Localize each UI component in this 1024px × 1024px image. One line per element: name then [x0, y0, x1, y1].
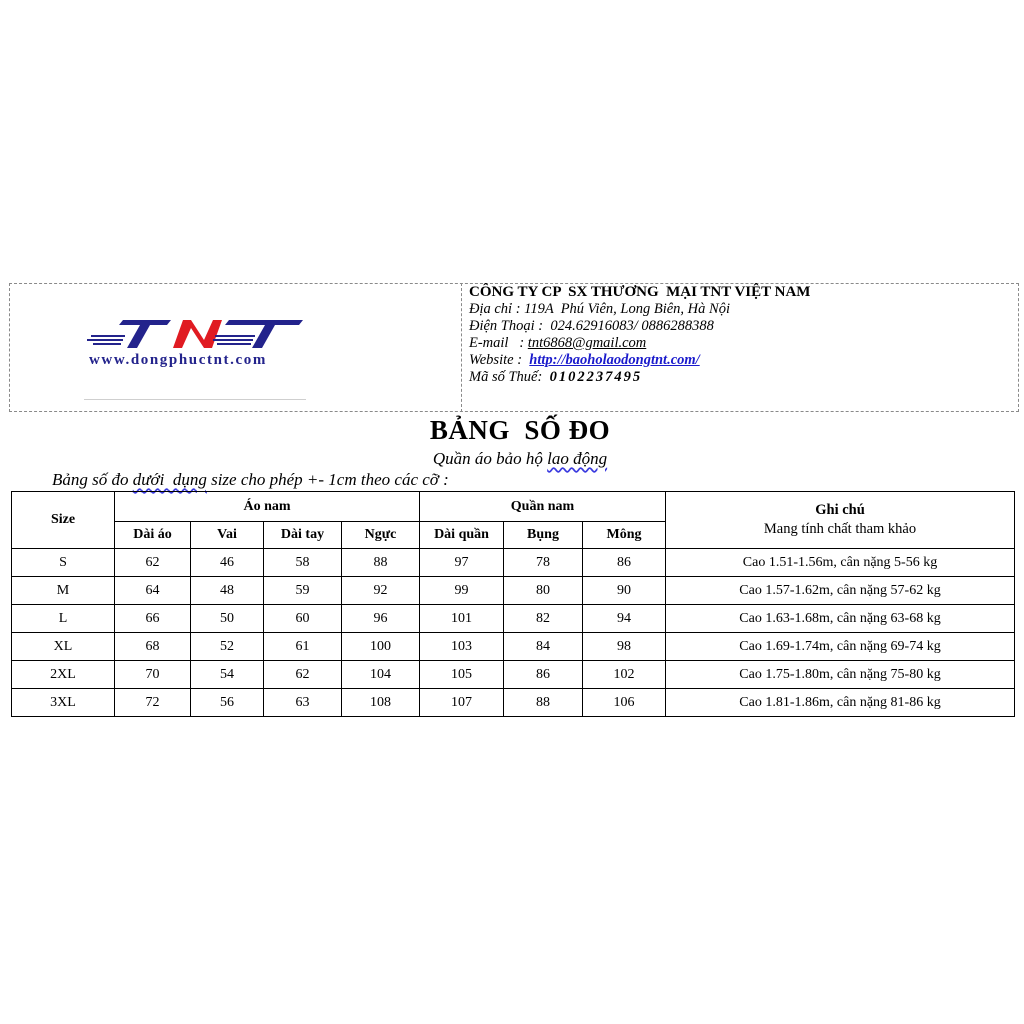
table-row: [12, 689, 1015, 717]
email-link[interactable]: tnt6868@gmail.com: [527, 335, 647, 351]
note-cell: Cao 1.63-1.68m, cân nặng 63-68 kg: [666, 605, 1015, 633]
column-header: Dài áo: [115, 522, 191, 549]
website-link[interactable]: http://baoholaodongtnt.com/: [529, 352, 700, 368]
measurement-cell: 86: [504, 661, 583, 689]
measurement-cell: 97: [420, 549, 504, 577]
size-cell: 2XL: [12, 661, 115, 689]
note-cell: Cao 1.75-1.80m, cân nặng 75-80 kg: [666, 661, 1015, 689]
phone-line: [469, 318, 810, 335]
note-spellcheck-text: dưới dụng: [132, 470, 207, 489]
measurement-cell: 54: [191, 661, 264, 689]
ao-nam-group-header: Áo nam: [115, 492, 420, 522]
measurement-cell: 82: [504, 605, 583, 633]
measurement-cell: 64: [115, 577, 191, 605]
note-cell: Cao 1.51-1.56m, cân nặng 5-56 kg: [666, 549, 1015, 577]
measurement-cell: 66: [115, 605, 191, 633]
measurement-cell: 90: [583, 577, 666, 605]
column-header: Dài tay: [264, 522, 342, 549]
measurement-cell: 101: [420, 605, 504, 633]
measurement-cell: 106: [583, 689, 666, 717]
measurement-cell: 68: [115, 633, 191, 661]
size-rows: [12, 549, 1015, 717]
company-info: [469, 284, 810, 386]
measurement-cell: 61: [264, 633, 342, 661]
measurement-cell: 48: [191, 577, 264, 605]
table-row: [12, 633, 1015, 661]
measurement-cell: 105: [420, 661, 504, 689]
measurement-cell: 88: [504, 689, 583, 717]
measurement-cell: 100: [342, 633, 420, 661]
note-cell: Cao 1.57-1.62m, cân nặng 57-62 kg: [666, 577, 1015, 605]
size-header: Size: [12, 492, 115, 549]
measurement-cell: 60: [264, 605, 342, 633]
measurement-cell: 70: [115, 661, 191, 689]
measurement-cell: 107: [420, 689, 504, 717]
address-label: Địa chỉ :: [469, 301, 521, 317]
table-row: [12, 605, 1015, 633]
logo-website-text: www.dongphuctnt.com: [89, 352, 267, 368]
measurement-cell: 62: [115, 549, 191, 577]
tax-label: Mã số Thuế:: [469, 369, 543, 385]
measurement-cell: 103: [420, 633, 504, 661]
subtitle-text: Quần áo bảo hộ: [432, 449, 548, 468]
measurement-cell: 52: [191, 633, 264, 661]
size-cell: 3XL: [12, 689, 115, 717]
document-note: [52, 470, 449, 490]
size-chart-table: [11, 491, 1015, 717]
measurement-cell: 84: [504, 633, 583, 661]
measurement-cell: 104: [342, 661, 420, 689]
note-header-subtitle: Mang tính chất tham khảo: [763, 521, 917, 537]
measurement-cell: 86: [583, 549, 666, 577]
note-header-title: Ghi chú: [815, 502, 865, 518]
measurement-cell: 92: [342, 577, 420, 605]
size-cell: S: [12, 549, 115, 577]
table-row: [12, 661, 1015, 689]
column-header: Bụng: [504, 522, 583, 549]
measurement-cell: 96: [342, 605, 420, 633]
note-cell: Cao 1.69-1.74m, cân nặng 69-74 kg: [666, 633, 1015, 661]
table-header-row: [12, 492, 1015, 522]
measurement-cell: 99: [420, 577, 504, 605]
column-header: Dài quần: [420, 522, 504, 549]
tax-line: [469, 369, 810, 386]
note-header: [666, 492, 1015, 549]
company-name: CÔNG TY CP SX THƯƠNG MẠI TNT VIỆT NAM: [469, 284, 811, 300]
website-line: [469, 352, 810, 369]
measurement-cell: 58: [264, 549, 342, 577]
address-value: 119A Phú Viên, Long Biên, Hà Nội: [520, 301, 730, 317]
phone-value: 024.62916083/ 0886288388: [543, 318, 714, 334]
tnt-logo: [85, 314, 307, 374]
website-label: Website :: [469, 352, 523, 368]
logo-underline: [84, 399, 306, 400]
address-line: [469, 301, 810, 318]
measurement-cell: 80: [504, 577, 583, 605]
measurement-cell: 46: [191, 549, 264, 577]
column-header: Vai: [191, 522, 264, 549]
measurement-cell: 50: [191, 605, 264, 633]
subtitle-spellcheck-text: lao động: [547, 449, 608, 468]
size-cell: M: [12, 577, 115, 605]
measurement-cell: 56: [191, 689, 264, 717]
note-cell: Cao 1.81-1.86m, cân nặng 81-86 kg: [666, 689, 1015, 717]
table-row: [12, 577, 1015, 605]
document-subtitle: [0, 449, 1024, 469]
logo-letters: [119, 320, 303, 348]
measurement-cell: 102: [583, 661, 666, 689]
quan-nam-group-header: Quần nam: [420, 492, 666, 522]
measurement-cell: 94: [583, 605, 666, 633]
logo-speed-lines: [87, 335, 255, 345]
size-cell: XL: [12, 633, 115, 661]
tax-value: 0102237495: [549, 369, 643, 385]
measurement-cell: 88: [342, 549, 420, 577]
phone-label: Điện Thoại :: [469, 318, 544, 334]
table-row: [12, 549, 1015, 577]
measurement-cell: 63: [264, 689, 342, 717]
measurement-cell: 62: [264, 661, 342, 689]
measurement-cell: 72: [115, 689, 191, 717]
measurement-cell: 108: [342, 689, 420, 717]
measurement-cell: 78: [504, 549, 583, 577]
note-text-end: size cho phép +- 1cm theo các cỡ :: [206, 470, 449, 489]
email-label: E-mail :: [469, 335, 525, 351]
note-text-start: Bảng số đo: [52, 470, 133, 489]
document-title: BẢNG SỐ ĐO: [429, 415, 611, 445]
email-line: [469, 335, 810, 352]
header-divider: [461, 283, 462, 412]
column-header: Ngực: [342, 522, 420, 549]
measurement-cell: 98: [583, 633, 666, 661]
size-cell: L: [12, 605, 115, 633]
measurement-cell: 59: [264, 577, 342, 605]
column-header: Mông: [583, 522, 666, 549]
